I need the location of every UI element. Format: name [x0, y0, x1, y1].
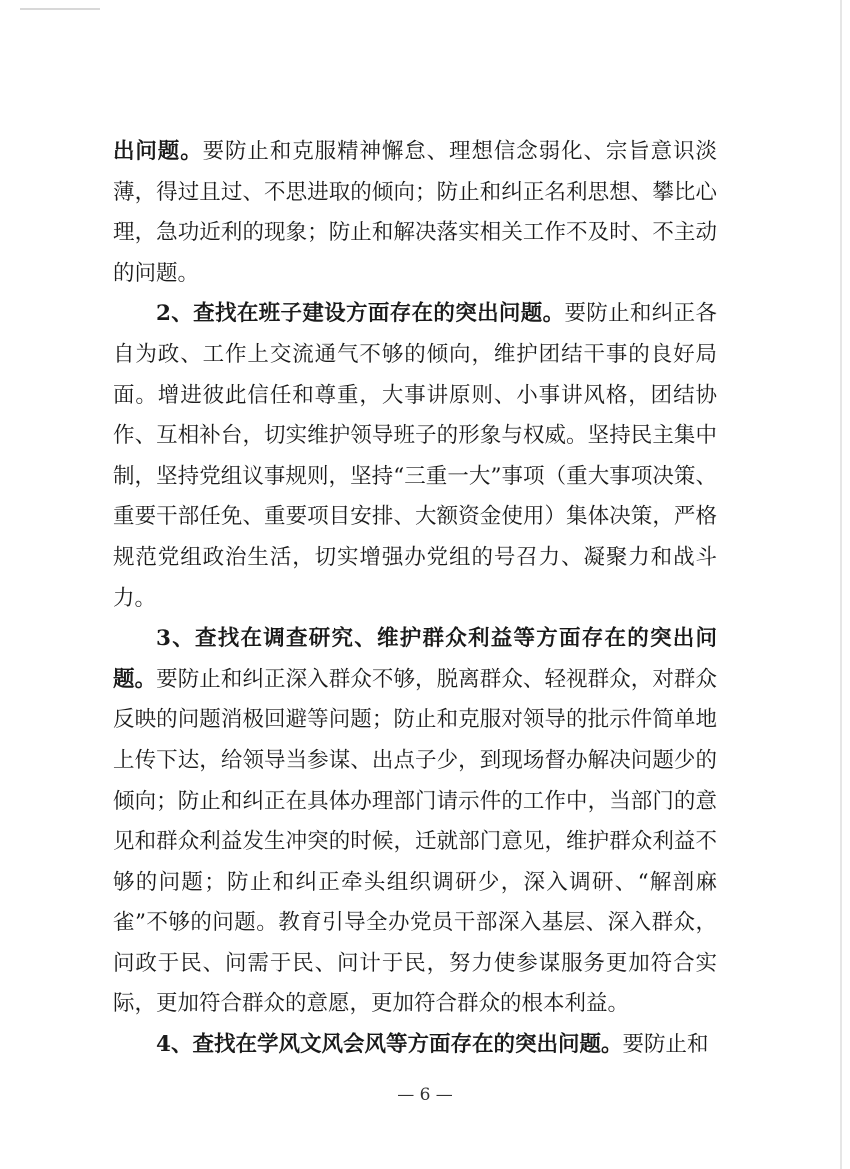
paragraph-lead: 3、查找在调查研究、维护群众利益等方面存在的突出问题。 [113, 626, 717, 692]
paragraph-text: 要防止和纠正深入群众不够，脱离群众、轻视群众，对群众反映的问题消极回避等问题；防止和克服对领导的批示件简单地上传下达，给领导当参谋、出点子少，到现场督办解决问题少的倾向；防止和纠正在具体办理部门请示件的工作中，当部门的意见和群众利益发生冲突的时候，迁就部门意见，维护群众利益不够的问题；防止和纠正牵头组织调研少，深入调研、“解剖麻雀”不够的问题。教育引导全办党员干部深入基层、深入群众，问政于民、问需于民、问计于民，努力使参谋服务更加符合实际，更加符合群众的意愿，更加符合群众的根本利益。 [113, 666, 717, 1017]
paragraph-item-2 [113, 294, 717, 619]
paragraph-lead: 2、查找在班子建设方面存在的突出问题。 [156, 301, 565, 327]
scan-edge-mark [20, 8, 100, 10]
paragraph-text: 要防止和纠正各自为政、工作上交流通气不够的倾向，维护团结干事的良好局面。增进彼此信任和尊重，大事讲原则、小事讲风格，团结协作、互相补台，切实维护领导班子的形象与权威。坚持民主集中制，坚持党组议事规则，坚持“三重一大”事项（重大事项决策、重要干部任免、重要项目安排、大额资金使用）集体决策，严格规范党组政治生活，切实增强办党组的号召力、凝聚力和战斗力。 [113, 301, 717, 611]
paragraph-item-4 [113, 1025, 717, 1066]
document-body [113, 132, 717, 1066]
paragraph-text: 要防止和 [622, 1032, 709, 1058]
scan-edge-shadow [840, 0, 842, 1169]
page-number: — 6 — [397, 1085, 453, 1105]
paragraph-item-3 [113, 619, 717, 1025]
paragraph-lead: 出问题。 [113, 139, 203, 164]
paragraph-text: 要防止和克服精神懈怠、理想信念弱化、宗旨意识淡薄，得过且过、不思进取的倾向；防止和纠正名利思想、攀比心理，急功近利的现象；防止和解决落实相关工作不及时、不主动的问题。 [113, 139, 717, 286]
paragraph-lead: 4、查找在学风文风会风等方面存在的突出问题。 [156, 1032, 623, 1058]
paragraph-continuation [113, 132, 717, 294]
